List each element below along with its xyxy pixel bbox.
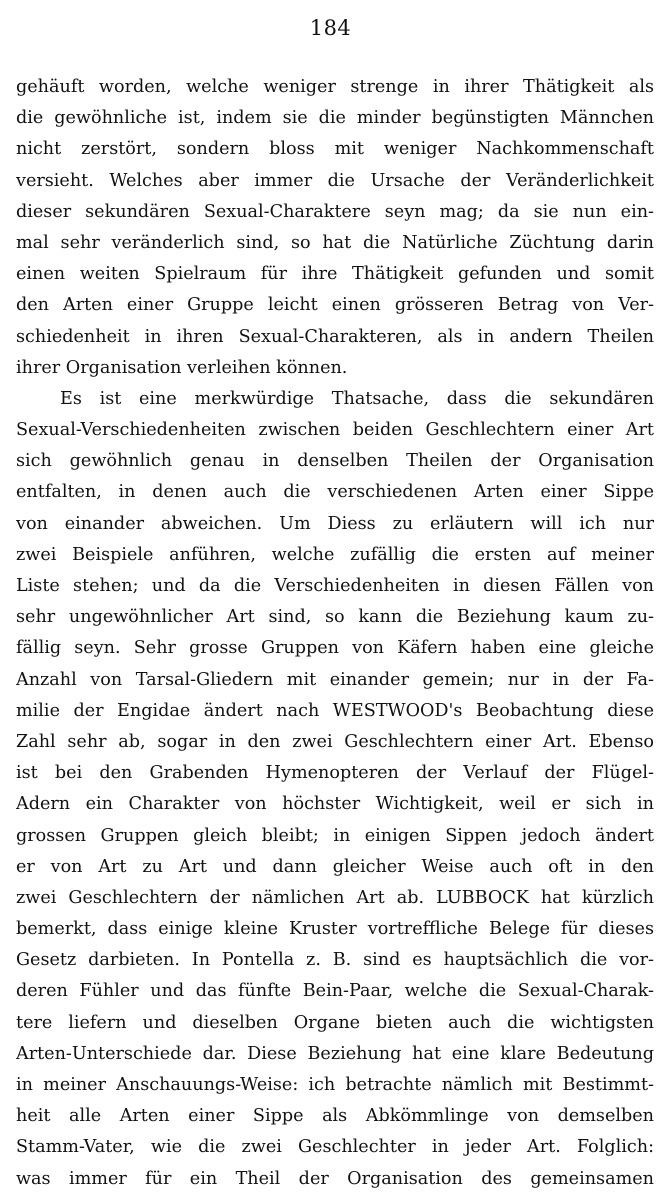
text-line: was immer für ein Theil der Organisation des gemeinsamen <box>16 1168 654 1189</box>
text-line: Liste stehen; und da die Verschiedenheiten in diesen Fällen von <box>16 576 654 596</box>
text-line: zwei Beispiele anführen, welche zufällig die ersten auf meiner <box>16 544 654 565</box>
text-line: Sexual-Verschiedenheiten zwischen beiden Geschlechtern einer Art <box>16 420 654 441</box>
text-line: Arten-Unterschiede dar. Diese Beziehung hat eine klare Bedeutung <box>16 1043 654 1064</box>
text-line: den Arten einer Gruppe leicht einen grösseren Betrag von Ver- <box>16 295 654 316</box>
text-line: Stamm-Vater, wie die zwei Geschlechter in jeder Art. Folglich: <box>16 1137 654 1158</box>
text-line: milie der Engidae ändert nach WESTWOOD's Beobachtung diese <box>16 700 654 721</box>
text-line: die gewöhnliche ist, indem sie die minder begünstigten Männchen <box>16 108 654 129</box>
text-line: dieser sekundären Sexual-Charaktere seyn mag; da sie nun ein- <box>16 201 654 222</box>
text-line: Gesetz darbieten. In Pontella z. B. sind es hauptsächlich die vor- <box>16 950 654 971</box>
text-line: ist bei den Grabenden Hymenopteren der Verlauf der Flügel- <box>16 763 654 784</box>
text-line: sehr ungewöhnlicher Art sind, so kann die Beziehung kaum zu- <box>16 607 654 628</box>
text-line: tere liefern und dieselben Organe bieten auch die wichtigsten <box>16 1012 654 1033</box>
text-line: fällig seyn. Sehr grosse Gruppen von Käfern haben eine gleiche <box>16 638 654 659</box>
text-line: von einander abweichen. Um Diess zu erläutern will ich nur <box>16 513 654 534</box>
text-line: Anzahl von Tarsal-Gliedern mit einander gemein; nur in der Fa- <box>16 669 654 690</box>
text-line: heit alle Arten einer Sippe als Abkömmlinge von demselben <box>16 1106 654 1127</box>
text-line: nicht zerstört, sondern bloss mit weniger Nachkommenschaft <box>16 139 654 160</box>
text-line: gehäuft worden, welche weniger strenge in ihrer Thätigkeit als <box>16 77 654 97</box>
body-text <box>16 72 654 1195</box>
text-line: ihrer Organisation verleihen können. <box>16 357 348 378</box>
text-line: in meiner Anschauungs-Weise: ich betrachte nämlich mit Bestimmt- <box>16 1075 654 1095</box>
text-line: sich gewöhnlich genau in denselben Theilen der Organisation <box>16 451 654 472</box>
text-line: grossen Gruppen gleich bleibt; in einigen Sippen jedoch ändert <box>16 825 654 846</box>
text-line: entfalten, in denen auch die verschiedenen Arten einer Sippe <box>16 482 654 503</box>
text-line: schiedenheit in ihren Sexual-Charakteren, als in andern Theilen <box>16 326 654 347</box>
text-line-paragraph-start: Es ist eine merkwürdige Thatsache, dass die sekundären <box>60 388 654 409</box>
text-line: einen weiten Spielraum für ihre Thätigkeit gefunden und somit <box>16 264 654 285</box>
text-line: bemerkt, dass einige kleine Kruster vortreffliche Belege für dieses <box>16 919 654 940</box>
text-line: er von Art zu Art und dann gleicher Weise auch oft in den <box>16 856 654 877</box>
text-line: zwei Geschlechtern der nämlichen Art ab. LUBBOCK hat kürzlich <box>16 887 654 908</box>
text-line: deren Fühler und das fünfte Bein-Paar, welche die Sexual-Charak- <box>16 981 654 1002</box>
text-line: versieht. Welches aber immer die Ursache der Veränderlichkeit <box>16 170 654 191</box>
text-line: Zahl sehr ab, sogar in den zwei Geschlechtern einer Art. Ebenso <box>16 731 654 752</box>
text-line: mal sehr veränderlich sind, so hat die Natürliche Züchtung darin <box>16 232 654 253</box>
text-line: Adern ein Charakter von höchster Wichtigkeit, weil er sich in <box>16 794 654 815</box>
page-number: 184 <box>309 16 352 40</box>
